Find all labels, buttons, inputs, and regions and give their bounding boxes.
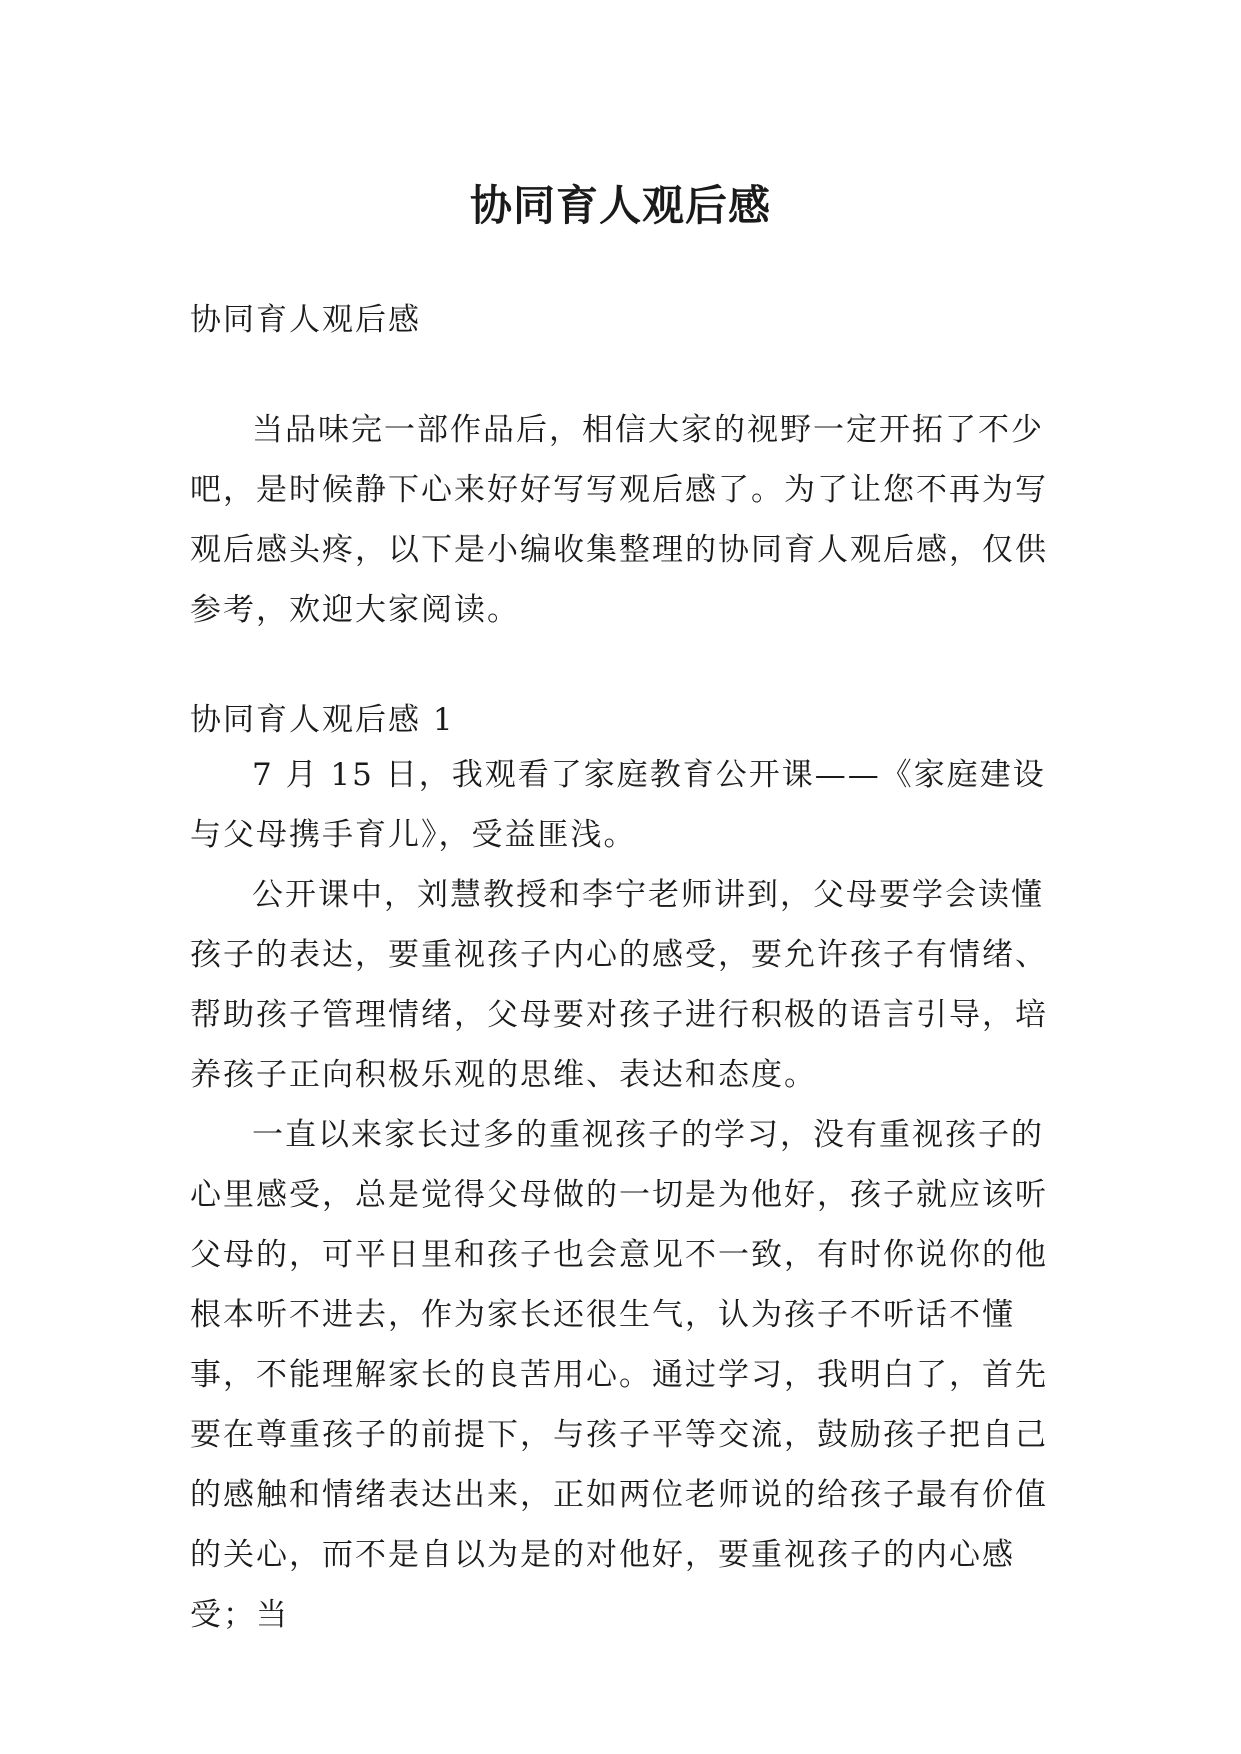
section-heading: 协同育人观后感 1 <box>190 702 455 738</box>
paragraph-1: 7 月 15 日，我观看了家庭教育公开课——《家庭建设与父母携手育儿》，受益匪浅。 <box>190 757 1046 853</box>
intro-paragraph: 当品味完一部作品后，相信大家的视野一定开拓了不少吧，是时候静下心来好好写写观后感了。为了让您不再为写观后感头疼，以下是小编收集整理的协同育人观后感，仅供参考，欢迎大家阅读。 <box>190 412 1048 628</box>
document-subtitle: 协同育人观后感 <box>190 302 421 338</box>
paragraph-3: 一直以来家长过多的重视孩子的学习，没有重视孩子的心里感受，总是觉得父母做的一切是为他好，孩子就应该听父母的，可平日里和孩子也会意见不一致，有时你说你的他根本听不进去，作为家长还很生气，认为孩子不听话不懂事，不能理解家长的良苦用心。通过学习，我明白了，首先要在尊重孩子的前提下，与孩子平等交流，鼓励孩子把自己的感触和情绪表达出来，正如两位老师说的给孩子最有价值的关心，而不是自以为是的对他好，要重视孩子的内心感受；当 <box>190 1117 1048 1633</box>
paragraph-2: 公开课中，刘慧教授和李宁老师讲到，父母要学会读懂孩子的表达，要重视孩子内心的感受，要允许孩子有情绪、帮助孩子管理情绪，父母要对孩子进行积极的语言引导，培养孩子正向积极乐观的思维、表达和态度。 <box>190 877 1048 1093</box>
document-title: 协同育人观后感 <box>469 181 771 231</box>
article-body <box>190 745 1050 1645</box>
